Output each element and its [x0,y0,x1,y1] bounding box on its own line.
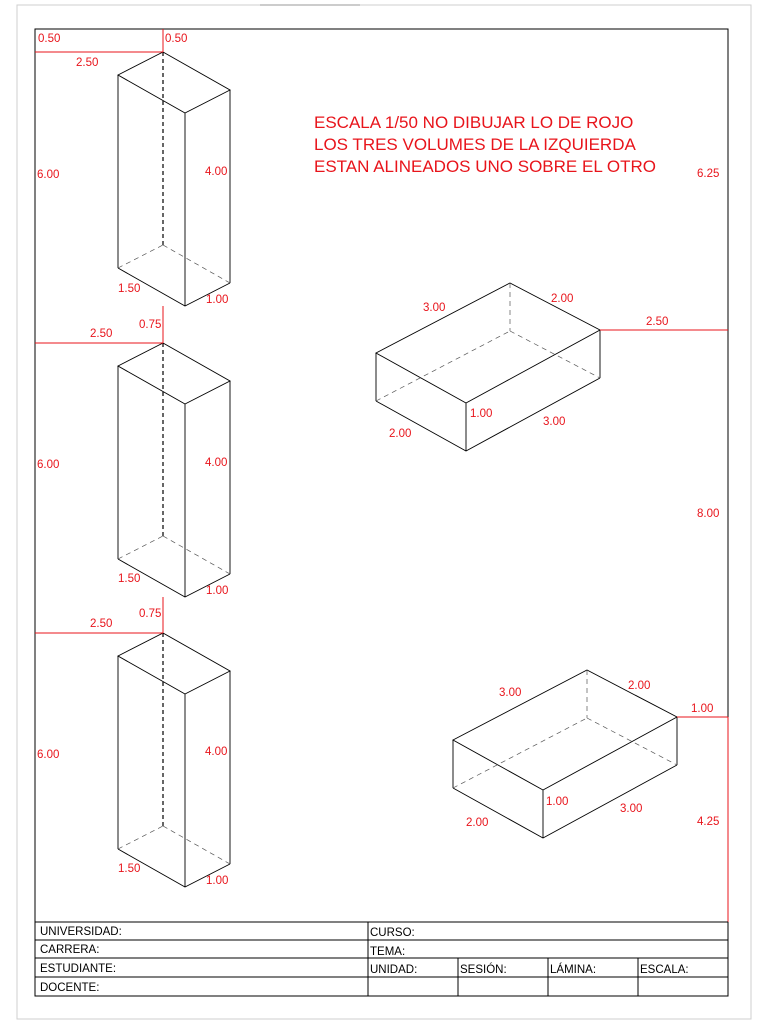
dim-prism-d-3: 1.00 [206,875,229,887]
note-line-2: LOS TRES VOLUMES DE LA IZQUIERDA [314,135,636,154]
label-tema: TEMA: [370,946,406,958]
dim-prism-w-3: 1.50 [118,863,141,875]
dim-box1-top-left: 3.00 [423,302,446,314]
label-escala: ESCALA: [640,964,689,976]
label-lamina: LÁMINA: [550,964,597,976]
dim-top-margin-right: 0.50 [165,33,188,45]
dim-prism-w-2: 1.50 [118,573,141,585]
label-curso: CURSO: [370,927,415,939]
dim-height-1: 6.00 [37,169,60,181]
title-block [35,922,728,996]
dim-gap-1: 0.75 [139,319,162,331]
dim-height-2: 6.00 [37,459,60,471]
dim-offset-3: 2.50 [90,618,113,630]
dim-box1-offset: 2.50 [646,316,669,328]
dim-box1-front-right: 3.00 [543,416,566,428]
dim-prism-height-1: 4.00 [205,166,228,178]
dim-box1-front-left: 2.00 [389,428,412,440]
dim-bottom-4-25: 4.25 [697,816,720,828]
label-docente: DOCENTE: [40,982,100,994]
dim-box1-height: 1.00 [470,408,493,420]
note-line-1: ESCALA 1/50 NO DIBUJAR LO DE ROJO [314,113,634,132]
prism-1 [118,52,230,306]
dim-box2-front-right: 3.00 [620,803,643,815]
dim-box2-top-right: 2.00 [628,680,651,692]
prism-3 [118,633,230,887]
dim-prism-height-2: 4.00 [205,457,228,469]
box-1 [376,283,600,451]
label-universidad: UNIVERSIDAD: [40,926,122,938]
dim-box2-offset: 1.00 [691,703,714,715]
label-sesion: SESIÓN: [460,964,507,976]
prism-2 [118,343,230,597]
label-estudiante: ESTUDIANTE: [40,963,117,975]
dim-prism-w-1: 1.50 [118,283,141,295]
dim-gap-2: 0.75 [139,608,162,620]
dim-top-6-25: 6.25 [697,168,720,180]
dim-box2-front-left: 2.00 [466,817,489,829]
dim-prism-d-2: 1.00 [206,585,229,597]
dim-gap-8: 8.00 [697,508,720,520]
dim-height-3: 6.00 [37,749,60,761]
dim-box2-height: 1.00 [546,796,569,808]
dim-offset-1: 2.50 [76,57,99,69]
dim-prism-height-3: 4.00 [205,746,228,758]
dim-box2-top-left: 3.00 [499,687,522,699]
box-2 [453,670,677,838]
dim-prism-d-1: 1.00 [206,294,229,306]
label-unidad: UNIDAD: [370,964,418,976]
dim-offset-2: 2.50 [90,328,113,340]
label-carrera: CARRERA: [40,944,100,956]
dim-box1-top-right: 2.00 [551,293,574,305]
dim-top-margin-left: 0.50 [38,33,61,45]
note-line-3: ESTAN ALINEADOS UNO SOBRE EL OTRO [314,157,656,176]
